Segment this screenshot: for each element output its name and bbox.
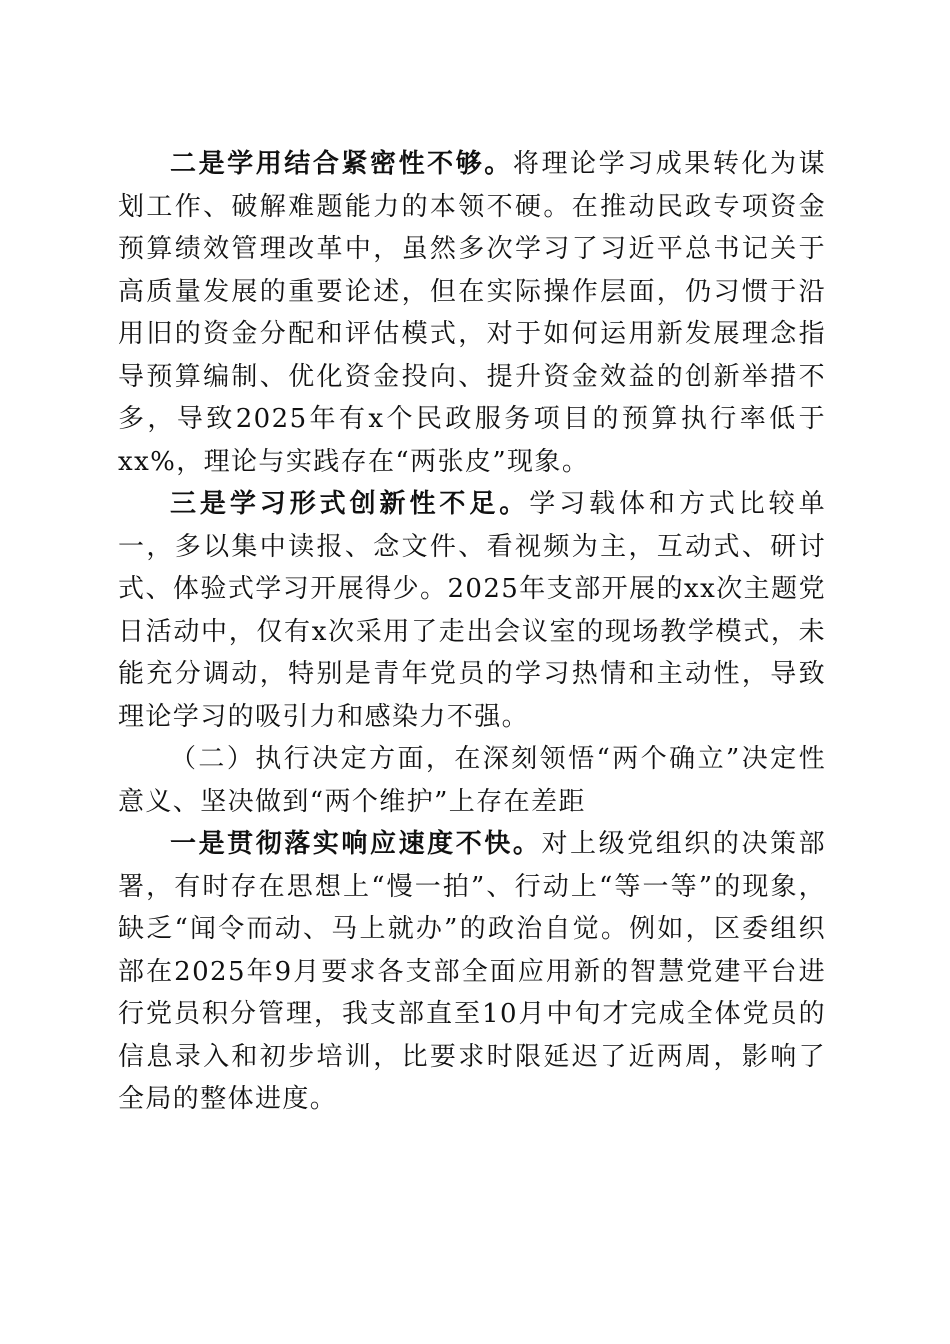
paragraph-lead: 二是学用结合紧密性不够。 (170, 149, 513, 179)
section-heading: （二）执行决定方面，在深刻领悟“两个确立”决定性意义、坚决做到“两个维护”上存在差距 (118, 744, 826, 817)
paragraph-text: 学习载体和方式比较单一，多以集中读报、念文件、看视频为主，互动式、研讨式、体验式学习开展得少。2025年支部开展的xx次主题党日活动中，仅有x次采用了走出会议室的现场教学模式，未能充分调动，特别是青年党员的学习热情和主动性，导致理论学习的吸引力和感染力不强。 (118, 489, 826, 732)
paragraph-text: 对上级党组织的决策部署，有时存在思想上“慢一拍”、行动上“等一等”的现象，缺乏“闻令而动、马上就办”的政治自觉。例如，区委组织部在2025年9月要求各支部全面应用新的智慧党建平台进行党员积分管理，我支部直至10月中旬才完成全体党员的信息录入和初步培训，比要求时限延迟了近两周，影响了全局的整体进度。 (118, 829, 826, 1114)
paragraph-implementation (118, 823, 826, 1121)
paragraph-study-application (118, 143, 826, 483)
paragraph-lead: 三是学习形式创新性不足。 (170, 489, 530, 519)
document-body (118, 143, 826, 1121)
paragraph-lead: 一是贯彻落实响应速度不快。 (170, 829, 542, 859)
paragraph-study-format (118, 483, 826, 738)
paragraph-text: 将理论学习成果转化为谋划工作、破解难题能力的本领不硬。在推动民政专项资金预算绩效管理改革中，虽然多次学习了习近平总书记关于高质量发展的重要论述，但在实际操作层面，仍习惯于沿用旧的资金分配和评估模式，对于如何运用新发展理念指导预算编制、优化资金投向、提升资金效益的创新举措不多，导致2025年有x个民政服务项目的预算执行率低于xx%，理论与实践存在“两张皮”现象。 (118, 149, 826, 477)
